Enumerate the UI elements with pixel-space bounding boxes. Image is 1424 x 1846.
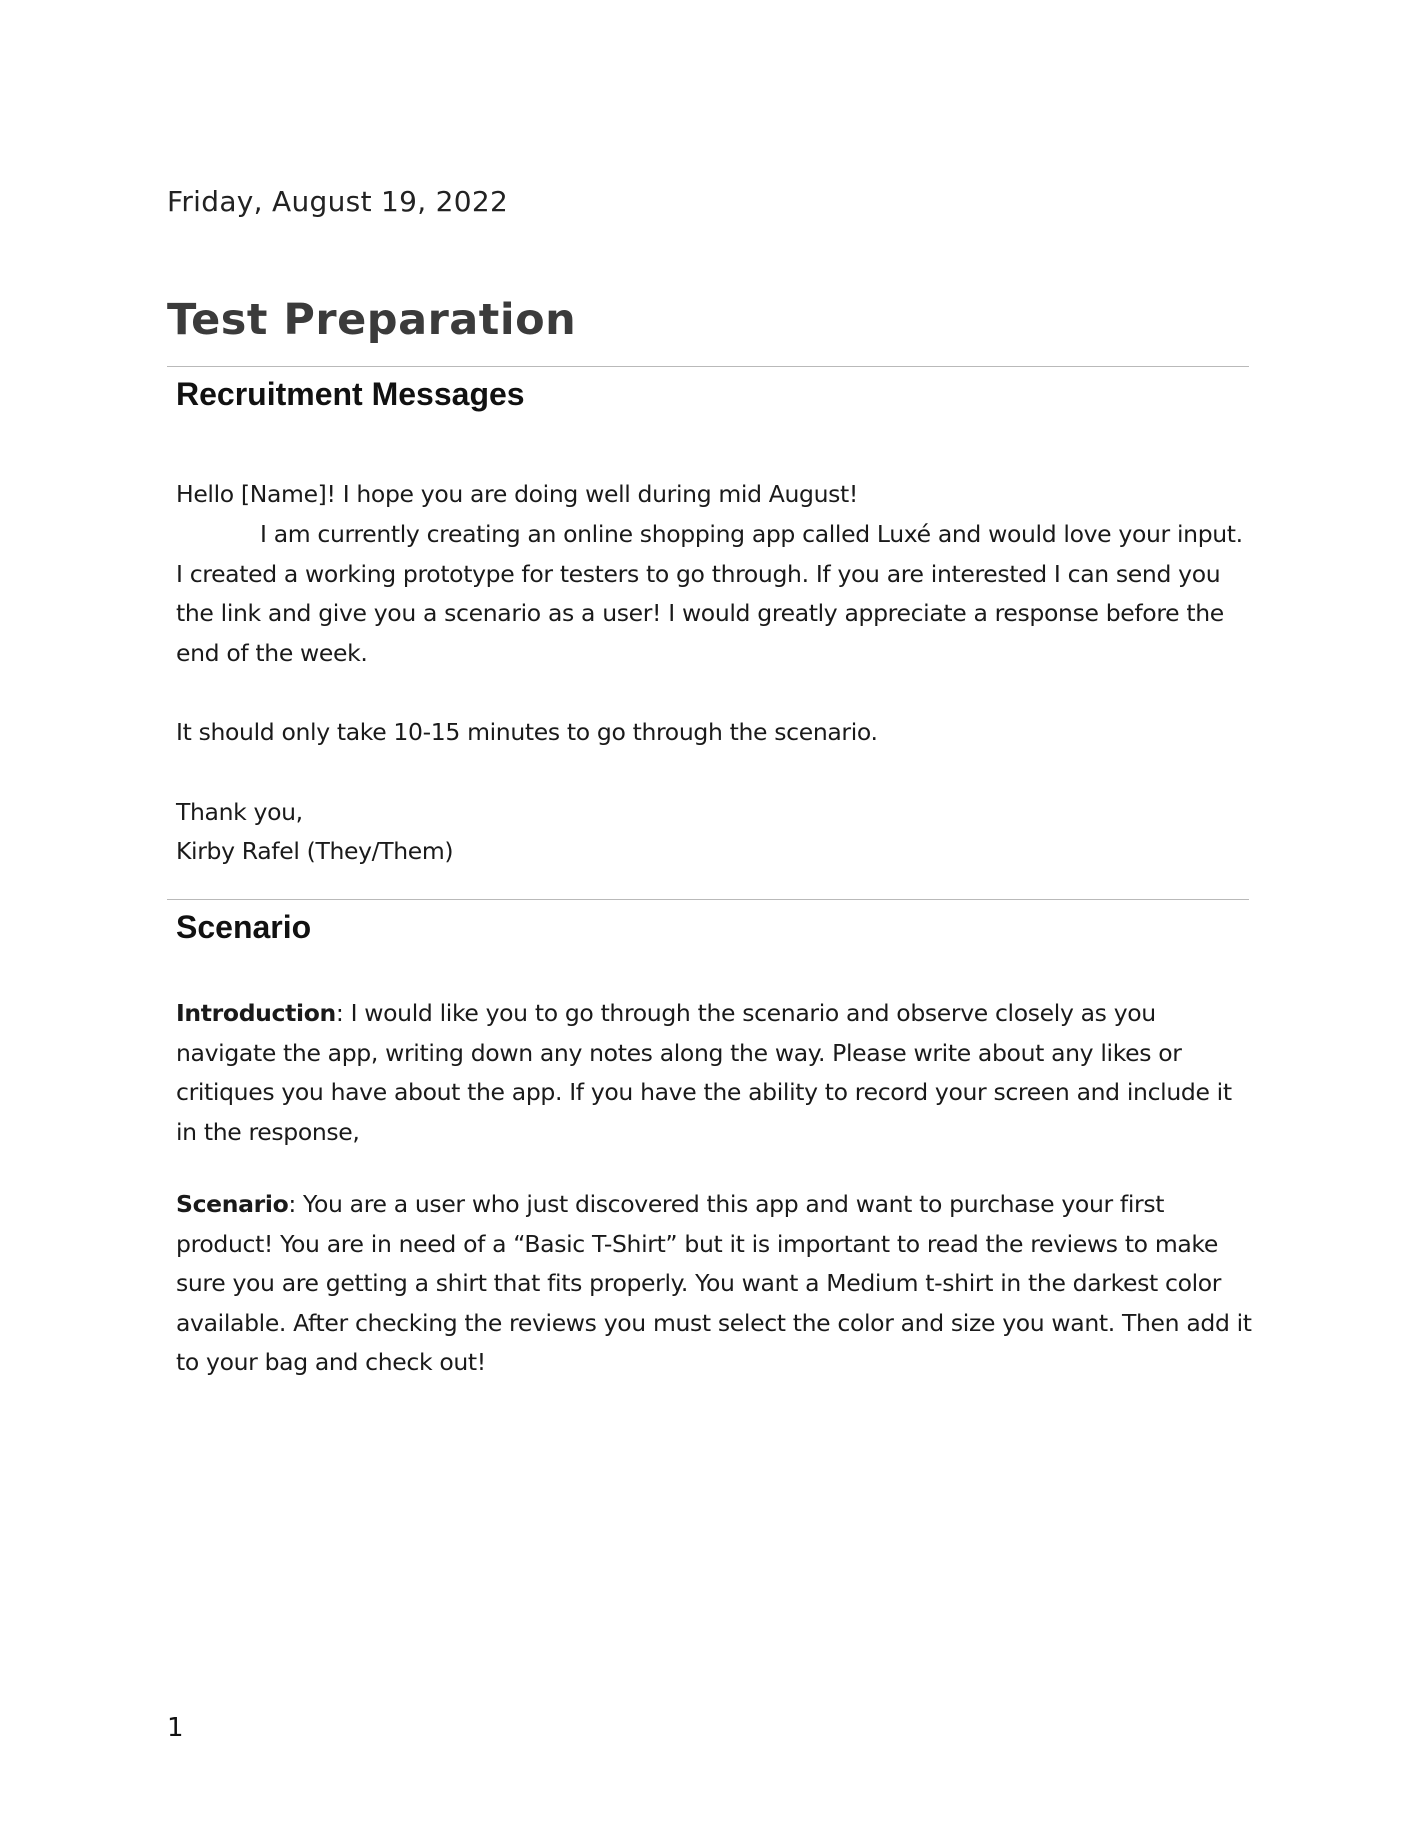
- scenario-label: Scenario: [176, 1190, 289, 1218]
- page-number: 1: [167, 1713, 184, 1743]
- introduction-label: Introduction: [176, 999, 336, 1027]
- recruitment-greeting: Hello [Name]! I hope you are doing well during mid August!: [176, 480, 858, 508]
- introduction-text: : I would like you to go through the scenario and observe closely as you navigate the app, writing down any notes along the way. Please write about any likes or critiques you have about the app. If you have the ability to record your screen and include it in the response,: [176, 999, 1232, 1146]
- scenario-paragraph: [176, 1185, 1256, 1383]
- scenario-heading: Scenario: [176, 909, 312, 945]
- recruitment-duration: It should only take 10-15 minutes to go through the scenario.: [176, 718, 878, 746]
- introduction-paragraph: [176, 994, 1256, 1152]
- section-divider: [167, 366, 1249, 367]
- section-divider: [167, 899, 1249, 900]
- recruitment-body: I am currently creating an online shopping app called Luxé and would love your input. I created a working prototype for testers to go through. If you are interested I can send you the link and give you a scenario as a user! I would greatly appreciate a response before the end of the week.: [176, 520, 1243, 667]
- recruitment-signoff: Thank you,: [176, 798, 303, 826]
- recruitment-signature: Kirby Rafel (They/Them): [176, 837, 454, 865]
- document-date: Friday, August 19, 2022: [167, 185, 509, 218]
- scenario-text: : You are a user who just discovered this app and want to purchase your first product! You are in need of a “Basic T-Shirt” but it is important to read the reviews to make sure you are getting a shirt that fits properly. You want a Medium t-shirt in the darkest color available. After checking the reviews you must select the color and size you want. Then add it to your bag and check out!: [176, 1190, 1252, 1377]
- recruitment-heading: Recruitment Messages: [176, 376, 525, 412]
- page-title: Test Preparation: [167, 295, 577, 345]
